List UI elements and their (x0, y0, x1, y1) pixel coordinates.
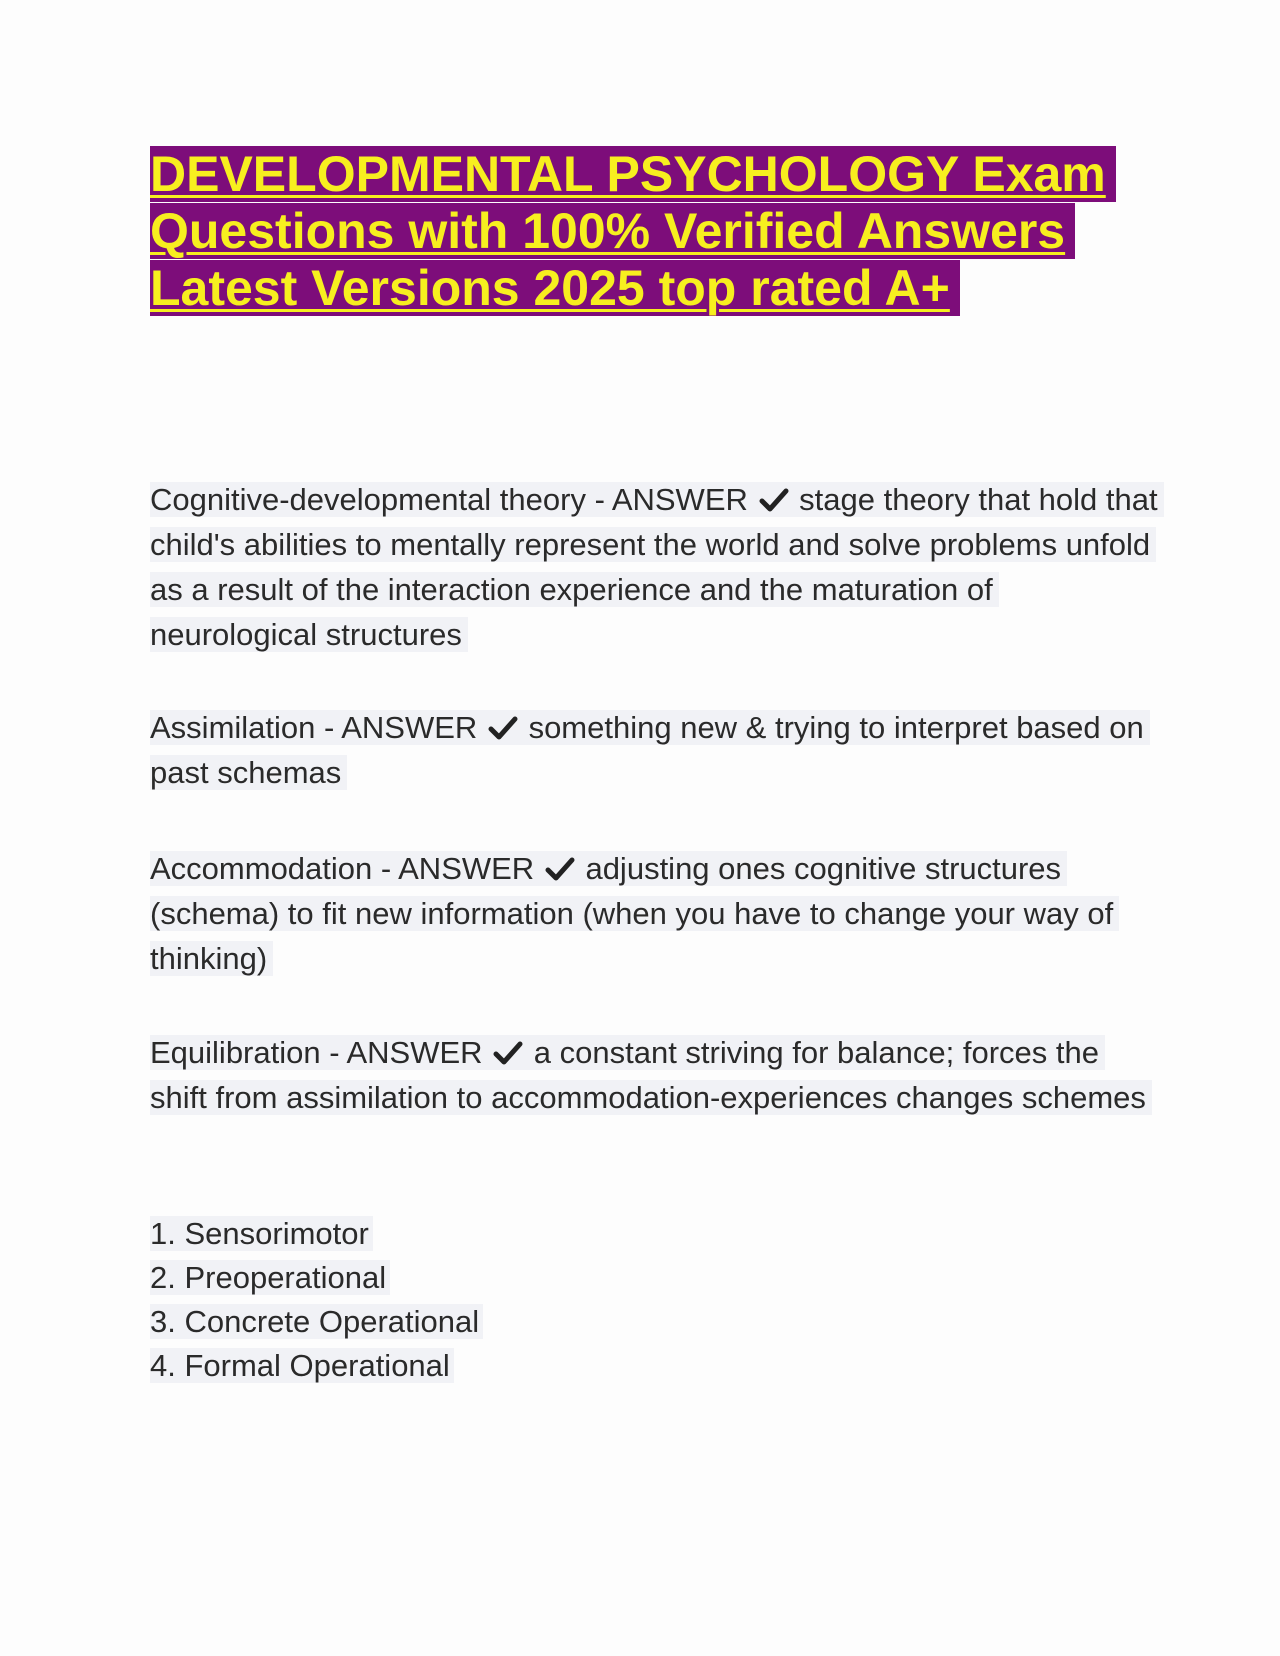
qa-entry-accommodation (150, 846, 1160, 981)
checkmark-icon (493, 1040, 523, 1066)
entry-term: Accommodation (150, 851, 373, 886)
qa-entry-equilibration (150, 1030, 1160, 1120)
entry-term: Cognitive-developmental theory (150, 482, 586, 517)
title-line-2: Questions with 100% Verified Answers (150, 203, 1075, 259)
checkmark-icon (488, 715, 518, 741)
qa-entry-assimilation (150, 705, 1160, 795)
entry-answer-label: - ANSWER (324, 710, 478, 745)
document-title (150, 146, 1140, 317)
entry-answer: something new & trying to interpret based on past schemas (150, 710, 1144, 790)
entry-answer-label: - ANSWER (380, 851, 535, 886)
entry-term: Assimilation (150, 710, 316, 745)
list-item: 3. Concrete Operational (150, 1300, 483, 1344)
title-line-1: DEVELOPMENTAL PSYCHOLOGY Exam (150, 146, 1116, 202)
list-item: 1. Sensorimotor (150, 1212, 483, 1256)
checkmark-icon (545, 856, 575, 882)
entry-answer: stage theory that hold that child's abilities to mentally represent the world and solve problems unfold as a result of the interaction experience and the maturation of neurological structures (150, 482, 1158, 652)
entry-answer: adjusting ones cognitive structures (schema) to fit new information (when you have to change your way of thinking) (150, 851, 1114, 976)
qa-entry-cognitive-developmental-theory (150, 477, 1160, 657)
entry-answer-label: - ANSWER (594, 482, 748, 517)
stages-list (150, 1212, 483, 1388)
title-line-3: Latest Versions 2025 top rated A+ (150, 260, 960, 316)
checkmark-icon (759, 487, 789, 513)
entry-term: Equilibration (150, 1035, 321, 1070)
list-item: 4. Formal Operational (150, 1344, 483, 1388)
list-item: 2. Preoperational (150, 1256, 483, 1300)
entry-answer-label: - ANSWER (329, 1035, 483, 1070)
entry-answer: a constant striving for balance; forces the shift from assimilation to accommodation-experiences changes schemes (150, 1035, 1146, 1115)
